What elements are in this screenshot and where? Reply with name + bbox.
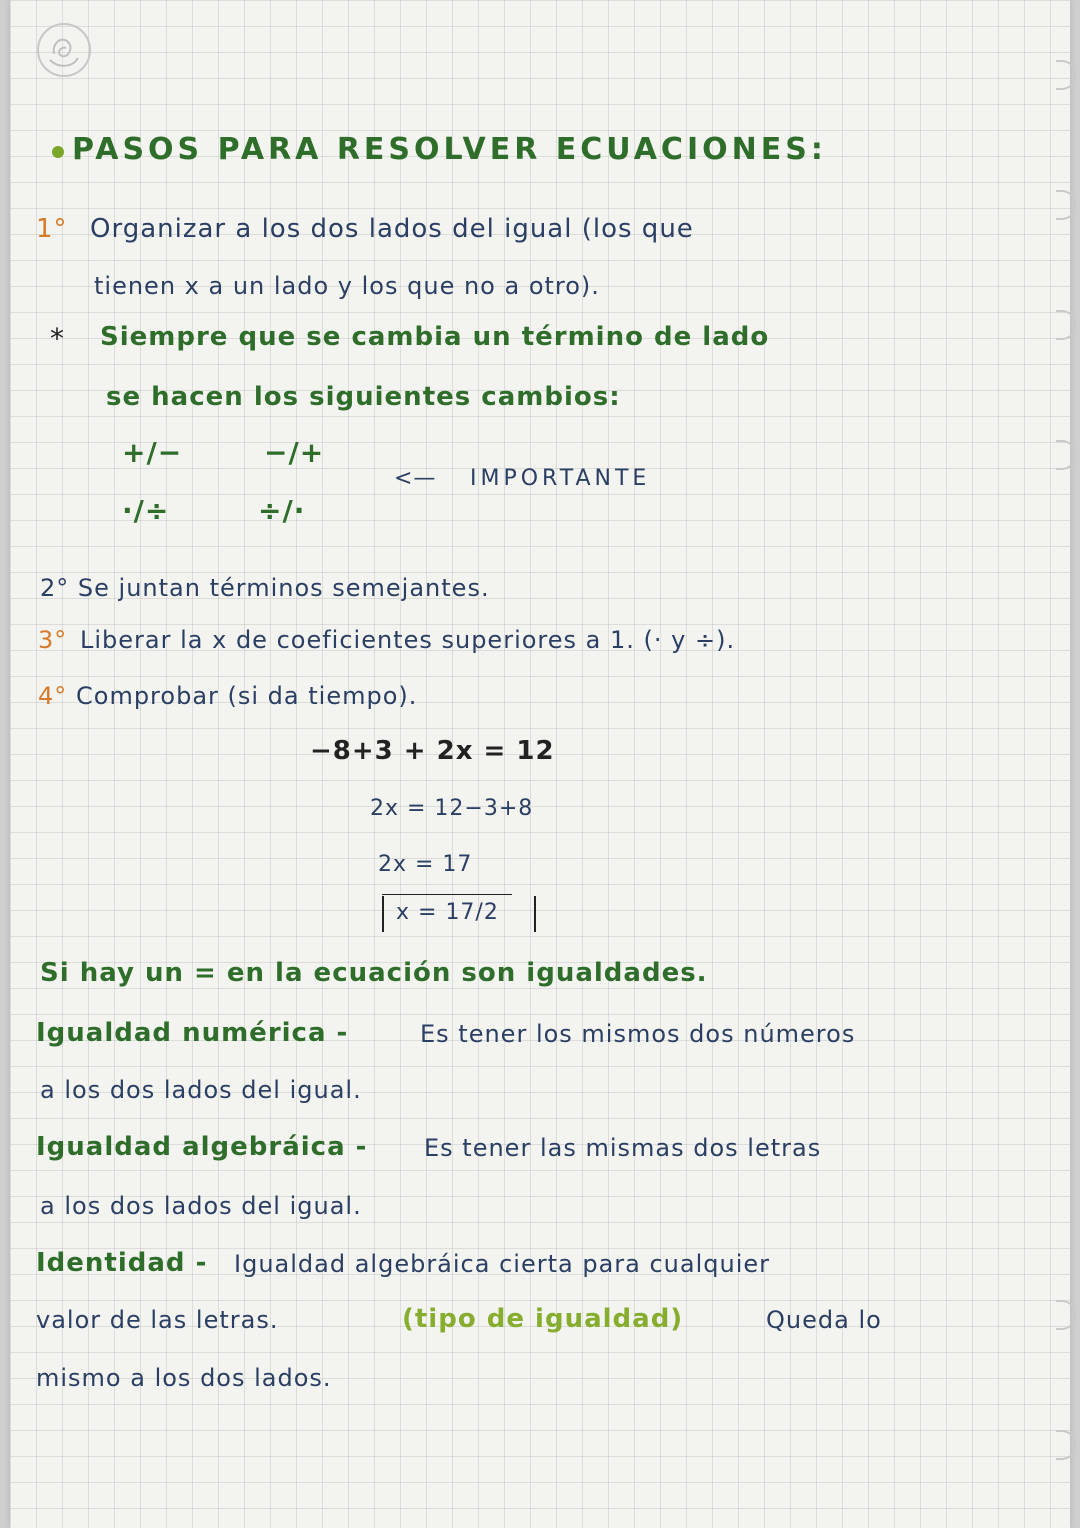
binder-ring-icon [1056,60,1076,90]
note-line-1: Siempre que se cambia un término de lado [100,322,770,352]
ops-row-2-a: ·/÷ [122,494,170,527]
step-1-line-1: Organizar a los dos lados del igual (los que [90,214,694,244]
numeric-equality-text-2: a los dos lados del igual. [40,1076,362,1104]
identity-term: Identidad - [36,1248,208,1278]
swirl-logo-icon [34,20,94,80]
identity-text-1: Igualdad algebráica cierta para cualquier [234,1250,770,1278]
title-bullet-icon [52,146,64,158]
ops-row-1-b: −/+ [264,436,325,469]
algebraic-equality-term: Igualdad algebráica - [36,1132,368,1162]
binder-ring-icon [1056,1430,1076,1460]
identity-text-2b: (tipo de igualdad) [402,1304,684,1334]
page-title: PASOS PARA RESOLVER ECUACIONES: [72,132,827,167]
identity-text-3: mismo a los dos lados. [36,1364,332,1392]
ops-row-1-a: +/− [122,436,183,469]
example-equation-1: −8+3 + 2x = 12 [310,736,555,766]
step-3-number: 3° [38,626,68,654]
numeric-equality-term: Igualdad numérica - [36,1018,349,1048]
numeric-equality-text-1: Es tener los mismos dos números [420,1020,856,1048]
example-equation-2: 2x = 12−3+8 [370,796,534,821]
step-3: Liberar la x de coeficientes superiores a 1. (· y ÷). [80,626,736,654]
step-1-line-2: tienen x a un lado y los que no a otro). [94,272,600,300]
step-4: Comprobar (si da tiempo). [76,682,418,710]
step-2: 2° Se juntan términos semejantes. [40,574,490,602]
note-star: * [50,322,65,355]
note-line-2: se hacen los siguientes cambios: [106,382,621,412]
equality-intro: Si hay un = en la ecuación son igualdades. [40,958,708,988]
ops-row-2-b: ÷/· [258,494,306,527]
binder-ring-icon [1056,1300,1076,1330]
algebraic-equality-text-1: Es tener las mismas dos letras [424,1134,822,1162]
example-equation-3: 2x = 17 [378,852,473,877]
identity-text-2a: valor de las letras. [36,1306,279,1334]
example-result: x = 17/2 [396,900,499,925]
identity-text-2c: Queda lo [766,1306,882,1334]
step-4-number: 4° [38,682,68,710]
arrow-left-icon: <— [394,466,437,491]
step-1-number: 1° [36,214,68,244]
important-label: IMPORTANTE [470,466,651,491]
algebraic-equality-text-2: a los dos lados del igual. [40,1192,362,1220]
binder-ring-icon [1056,310,1076,340]
binder-ring-icon [1056,440,1076,470]
binder-ring-icon [1056,190,1076,220]
notebook-page [10,0,1070,1528]
result-box-top-line [382,894,512,895]
